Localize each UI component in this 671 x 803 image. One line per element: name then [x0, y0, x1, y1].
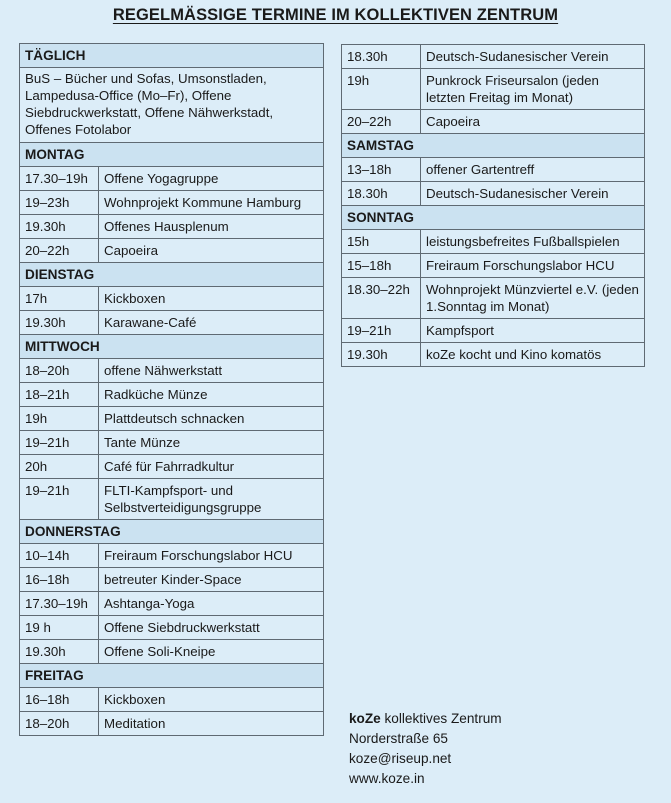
event-row — [20, 431, 324, 455]
event-row — [20, 167, 324, 191]
event-name: Kickboxen — [99, 287, 324, 311]
event-time: 19.30h — [20, 215, 99, 239]
event-time: 17h — [20, 287, 99, 311]
event-row — [20, 688, 324, 712]
event-time: 18.30h — [342, 45, 421, 69]
event-row — [20, 407, 324, 431]
event-row — [342, 278, 645, 319]
day-header-tuesday — [20, 263, 324, 287]
day-heading: DIENSTAG — [20, 263, 324, 287]
event-name: Freiraum Forschungslabor HCU — [99, 544, 324, 568]
event-time: 19.30h — [342, 343, 421, 367]
event-name: Offene Siebdruckwerkstatt — [99, 616, 324, 640]
event-time: 20–22h — [20, 239, 99, 263]
org-name-rest: kollektives Zentrum — [380, 711, 502, 726]
day-header-monday — [20, 143, 324, 167]
event-row — [20, 544, 324, 568]
event-time: 18–21h — [20, 383, 99, 407]
event-name: Ashtanga-Yoga — [99, 592, 324, 616]
event-name: Punkrock Friseursalon (jeden letzten Freitag im Monat) — [421, 69, 645, 110]
event-row — [20, 359, 324, 383]
event-name: Deutsch-Sudanesischer Verein — [421, 182, 645, 206]
event-row — [20, 191, 324, 215]
event-row — [20, 287, 324, 311]
day-header-sunday — [342, 206, 645, 230]
event-name: Wohnprojekt Kommune Hamburg — [99, 191, 324, 215]
contact-block — [349, 709, 502, 789]
event-time: 18.30–22h — [342, 278, 421, 319]
day-header-wednesday — [20, 335, 324, 359]
day-heading: FREITAG — [20, 664, 324, 688]
event-row — [20, 215, 324, 239]
day-heading: SAMSTAG — [342, 134, 645, 158]
street-address: Norderstraße 65 — [349, 731, 448, 746]
event-row — [342, 45, 645, 69]
event-name: leistungsbefreites Fußballspielen — [421, 230, 645, 254]
event-name: Capoeira — [421, 110, 645, 134]
event-name: koZe kocht und Kino komatös — [421, 343, 645, 367]
day-heading: TÄGLICH — [20, 44, 324, 68]
daily-row — [20, 68, 324, 143]
event-time: 17.30–19h — [20, 167, 99, 191]
event-row — [20, 479, 324, 520]
event-row — [342, 110, 645, 134]
day-header-thursday — [20, 520, 324, 544]
event-name: Offenes Hausplenum — [99, 215, 324, 239]
event-name: Capoeira — [99, 239, 324, 263]
event-name: Kampfsport — [421, 319, 645, 343]
event-time: 18–20h — [20, 359, 99, 383]
event-name: FLTI-Kampfsport- und Selbstverteidigungsgruppe — [99, 479, 324, 520]
event-time: 17.30–19h — [20, 592, 99, 616]
event-row — [20, 592, 324, 616]
event-row — [20, 640, 324, 664]
event-row — [342, 254, 645, 278]
event-row — [342, 343, 645, 367]
day-heading: MONTAG — [20, 143, 324, 167]
event-time: 19–21h — [20, 479, 99, 520]
event-row — [342, 230, 645, 254]
event-name: Radküche Münze — [99, 383, 324, 407]
event-time: 19–21h — [342, 319, 421, 343]
event-name: Kickboxen — [99, 688, 324, 712]
event-row — [20, 311, 324, 335]
event-time: 19h — [342, 69, 421, 110]
event-row — [20, 712, 324, 736]
event-name: Tante Münze — [99, 431, 324, 455]
daily-text: BuS – Bücher und Sofas, Umsonstladen, Lampedusa-Office (Mo–Fr), Offene Siebdruckwerkstatt, Offene Nähwerkstadt, Offenes Fotolabor — [20, 68, 324, 143]
day-header-daily — [20, 44, 324, 68]
event-row — [20, 455, 324, 479]
day-heading: SONNTAG — [342, 206, 645, 230]
event-row — [20, 239, 324, 263]
event-time: 19.30h — [20, 640, 99, 664]
event-name: Plattdeutsch schnacken — [99, 407, 324, 431]
event-time: 16–18h — [20, 688, 99, 712]
event-time: 19–21h — [20, 431, 99, 455]
website-link[interactable]: www.koze.in — [349, 771, 425, 786]
event-name: Freiraum Forschungslabor HCU — [421, 254, 645, 278]
event-name: Wohnprojekt Münzviertel e.V. (jeden 1.Sonntag im Monat) — [421, 278, 645, 319]
page-title: REGELMÄSSIGE TERMINE IM KOLLEKTIVEN ZENTRUM — [112, 6, 559, 24]
event-time: 13–18h — [342, 158, 421, 182]
schedule-table-right — [341, 44, 645, 367]
event-time: 20h — [20, 455, 99, 479]
event-name: Offene Soli-Kneipe — [99, 640, 324, 664]
event-time: 18.30h — [342, 182, 421, 206]
event-time: 19 h — [20, 616, 99, 640]
event-row — [342, 69, 645, 110]
event-row — [342, 158, 645, 182]
event-time: 18–20h — [20, 712, 99, 736]
event-time: 19.30h — [20, 311, 99, 335]
event-time: 16–18h — [20, 568, 99, 592]
event-name: Offene Yogagruppe — [99, 167, 324, 191]
day-header-friday — [20, 664, 324, 688]
event-time: 19–23h — [20, 191, 99, 215]
event-name: Café für Fahrradkultur — [99, 455, 324, 479]
org-name — [349, 709, 502, 729]
day-header-saturday — [342, 134, 645, 158]
event-row — [342, 319, 645, 343]
event-name: offene Nähwerkstatt — [99, 359, 324, 383]
event-row — [20, 383, 324, 407]
event-time: 10–14h — [20, 544, 99, 568]
event-time: 15h — [342, 230, 421, 254]
event-time: 15–18h — [342, 254, 421, 278]
event-name: offener Gartentreff — [421, 158, 645, 182]
event-time: 20–22h — [342, 110, 421, 134]
event-row — [342, 182, 645, 206]
schedule-table-left — [19, 43, 324, 736]
day-heading: DONNERSTAG — [20, 520, 324, 544]
event-time: 19h — [20, 407, 99, 431]
event-row — [20, 616, 324, 640]
event-row — [20, 568, 324, 592]
event-name: Karawane-Café — [99, 311, 324, 335]
event-name: betreuter Kinder-Space — [99, 568, 324, 592]
event-name: Deutsch-Sudanesischer Verein — [421, 45, 645, 69]
day-heading: MITTWOCH — [20, 335, 324, 359]
email-link[interactable]: koze@riseup.net — [349, 751, 452, 766]
event-name: Meditation — [99, 712, 324, 736]
org-name-bold: koZe — [349, 711, 381, 726]
